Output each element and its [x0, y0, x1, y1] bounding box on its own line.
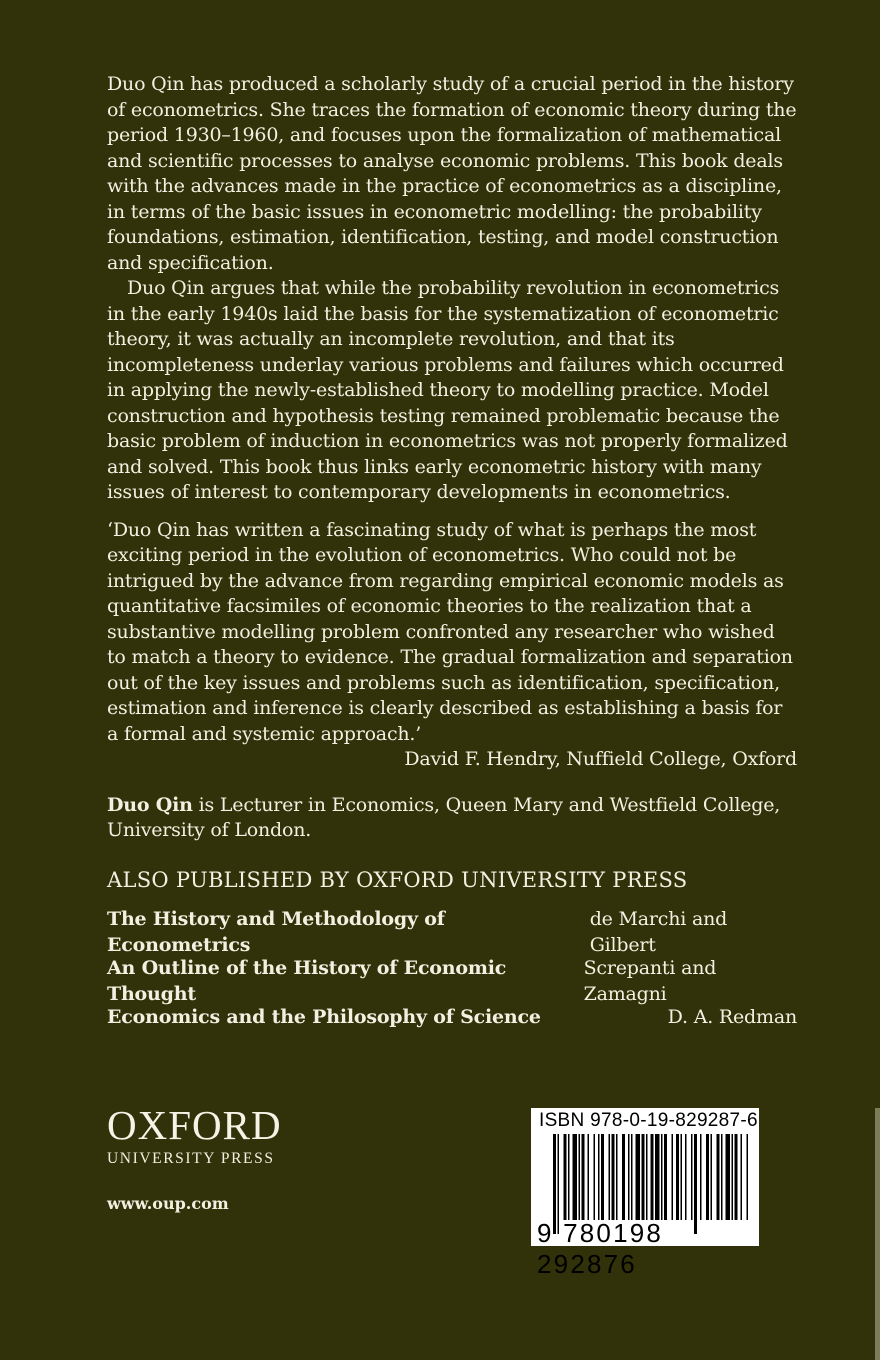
book-title: The History and Methodology of Econometrics: [107, 908, 445, 956]
barcode-bar: [594, 1134, 596, 1220]
barcode-bar: [579, 1134, 581, 1220]
barcode-bar: [568, 1134, 570, 1220]
isbn-label: ISBN 978-0-19-829287-6: [539, 1110, 758, 1131]
barcode-bar: [676, 1134, 679, 1220]
publisher-website: www.oup.com: [107, 1194, 229, 1213]
barcode-bar: [721, 1134, 723, 1220]
barcode-bar: [672, 1134, 674, 1220]
review-block: [107, 518, 797, 773]
publisher-logo: [107, 1104, 307, 1168]
book-author: de Marchi and Gilbert: [589, 908, 728, 956]
barcode-bar: [612, 1134, 615, 1220]
barcode-bar: [711, 1134, 713, 1220]
barcode-bar: [664, 1134, 667, 1220]
book-title: Economics and the Philosophy of Science: [107, 1006, 541, 1028]
barcode-bar: [609, 1134, 611, 1220]
oxford-wordmark: OXFORD: [107, 1102, 282, 1148]
barcode-bar: [732, 1134, 734, 1220]
barcode-bar: [661, 1134, 663, 1220]
barcode-bar: [573, 1134, 578, 1220]
barcode-bar: [651, 1134, 654, 1220]
blurb-paragraph-2: Duo Qin argues that while the probability revolution in econometrics in the early 1940s laid the basis for the systematization of econometric theory, it was actually an incomplete revolution, and that its incompleteness underlay various problems and failures which occurred in applying the newly-established theory to modelling practice. Model construction and hypothesis testing remained problematic because the basic problem of induction in econometrics was not properly formalized and solved. This book thus links early econometric history with many issues of interest to contemporary developments in econometrics.: [107, 277, 788, 503]
barcode-bar: [706, 1134, 709, 1220]
review-quote: ‘Duo Qin has written a fascinating study of what is perhaps the most exciting period in the evolution of econometrics. Who could not be intrigued by the advance from regarding empirical economic models as quantitative facsimiles of economic theories to the realization that a substantive modelling problem confronted any researcher who wished to match a theory to evidence. The gradual formalization and separation out of the key issues and problems such as identification, specification, estimation and inference is clearly described as establishing a basis for a formal and systemic approach.’: [107, 518, 793, 745]
barcode-bar: [685, 1134, 687, 1220]
publisher-subtitle: UNIVERSITY PRESS: [107, 1150, 275, 1167]
barcode-bar: [646, 1134, 648, 1220]
spine-edge: [875, 1108, 880, 1360]
book-author: Screpanti and Zamagni: [583, 957, 717, 1005]
book-title: An Outline of the History of Economic Thought: [107, 957, 507, 1005]
barcode-bar: [747, 1134, 749, 1220]
barcode-bar: [717, 1134, 720, 1220]
barcode-bar: [564, 1134, 567, 1220]
back-cover-text: [107, 72, 797, 1054]
author-name: Duo Qin: [107, 793, 193, 816]
barcode-bar: [622, 1134, 625, 1220]
blurb-paragraph-1: Duo Qin has produced a scholarly study of a crucial period in the history of econometrics. She traces the formation of economic theory during the period 1930–1960, and focuses upon the formalization of mathematical and scientific processes to analyse economic problems. This book deals with the advances made in the practice of econometrics as a discipline, in terms of the basic issues in econometric modelling: the probability foundations, estimation, identification, testing, and model construction and specification.: [107, 73, 797, 274]
isbn-barcode: [531, 1108, 759, 1279]
barcode-bar: [598, 1134, 600, 1220]
review-attribution: David F. Hendry, Nuffield College, Oxford: [404, 748, 797, 770]
author-bio-text: is Lecturer in Economics, Queen Mary and Westfield College, University of London.: [107, 793, 781, 841]
book-author: D. A. Redman: [667, 1006, 797, 1028]
barcode-bar: [631, 1134, 633, 1220]
book-item: [107, 1005, 797, 1054]
barcode-bar: [628, 1134, 630, 1220]
barcode-bar: [691, 1134, 693, 1220]
barcode-bar: [726, 1134, 731, 1220]
barcode-bar: [601, 1134, 604, 1220]
book-item: [107, 956, 797, 1005]
barcode-bar: [636, 1134, 641, 1220]
barcode-bar: [582, 1134, 585, 1220]
barcode-bar: [741, 1134, 743, 1220]
barcode-bar: [616, 1134, 618, 1220]
book-item: [107, 907, 797, 956]
also-published-list: [107, 907, 797, 1054]
also-published-heading: ALSO PUBLISHED BY OXFORD UNIVERSITY PRESS: [107, 867, 688, 892]
barcode-bar: [642, 1134, 645, 1220]
barcode-bar: [588, 1134, 590, 1220]
author-bio: [107, 793, 797, 844]
barcode-bar: [735, 1134, 738, 1220]
barcode-bar: [655, 1134, 660, 1220]
ean-digits: 9 780198 292876: [537, 1218, 664, 1279]
barcode-bar: [700, 1134, 702, 1220]
barcode-bar: [681, 1134, 683, 1220]
